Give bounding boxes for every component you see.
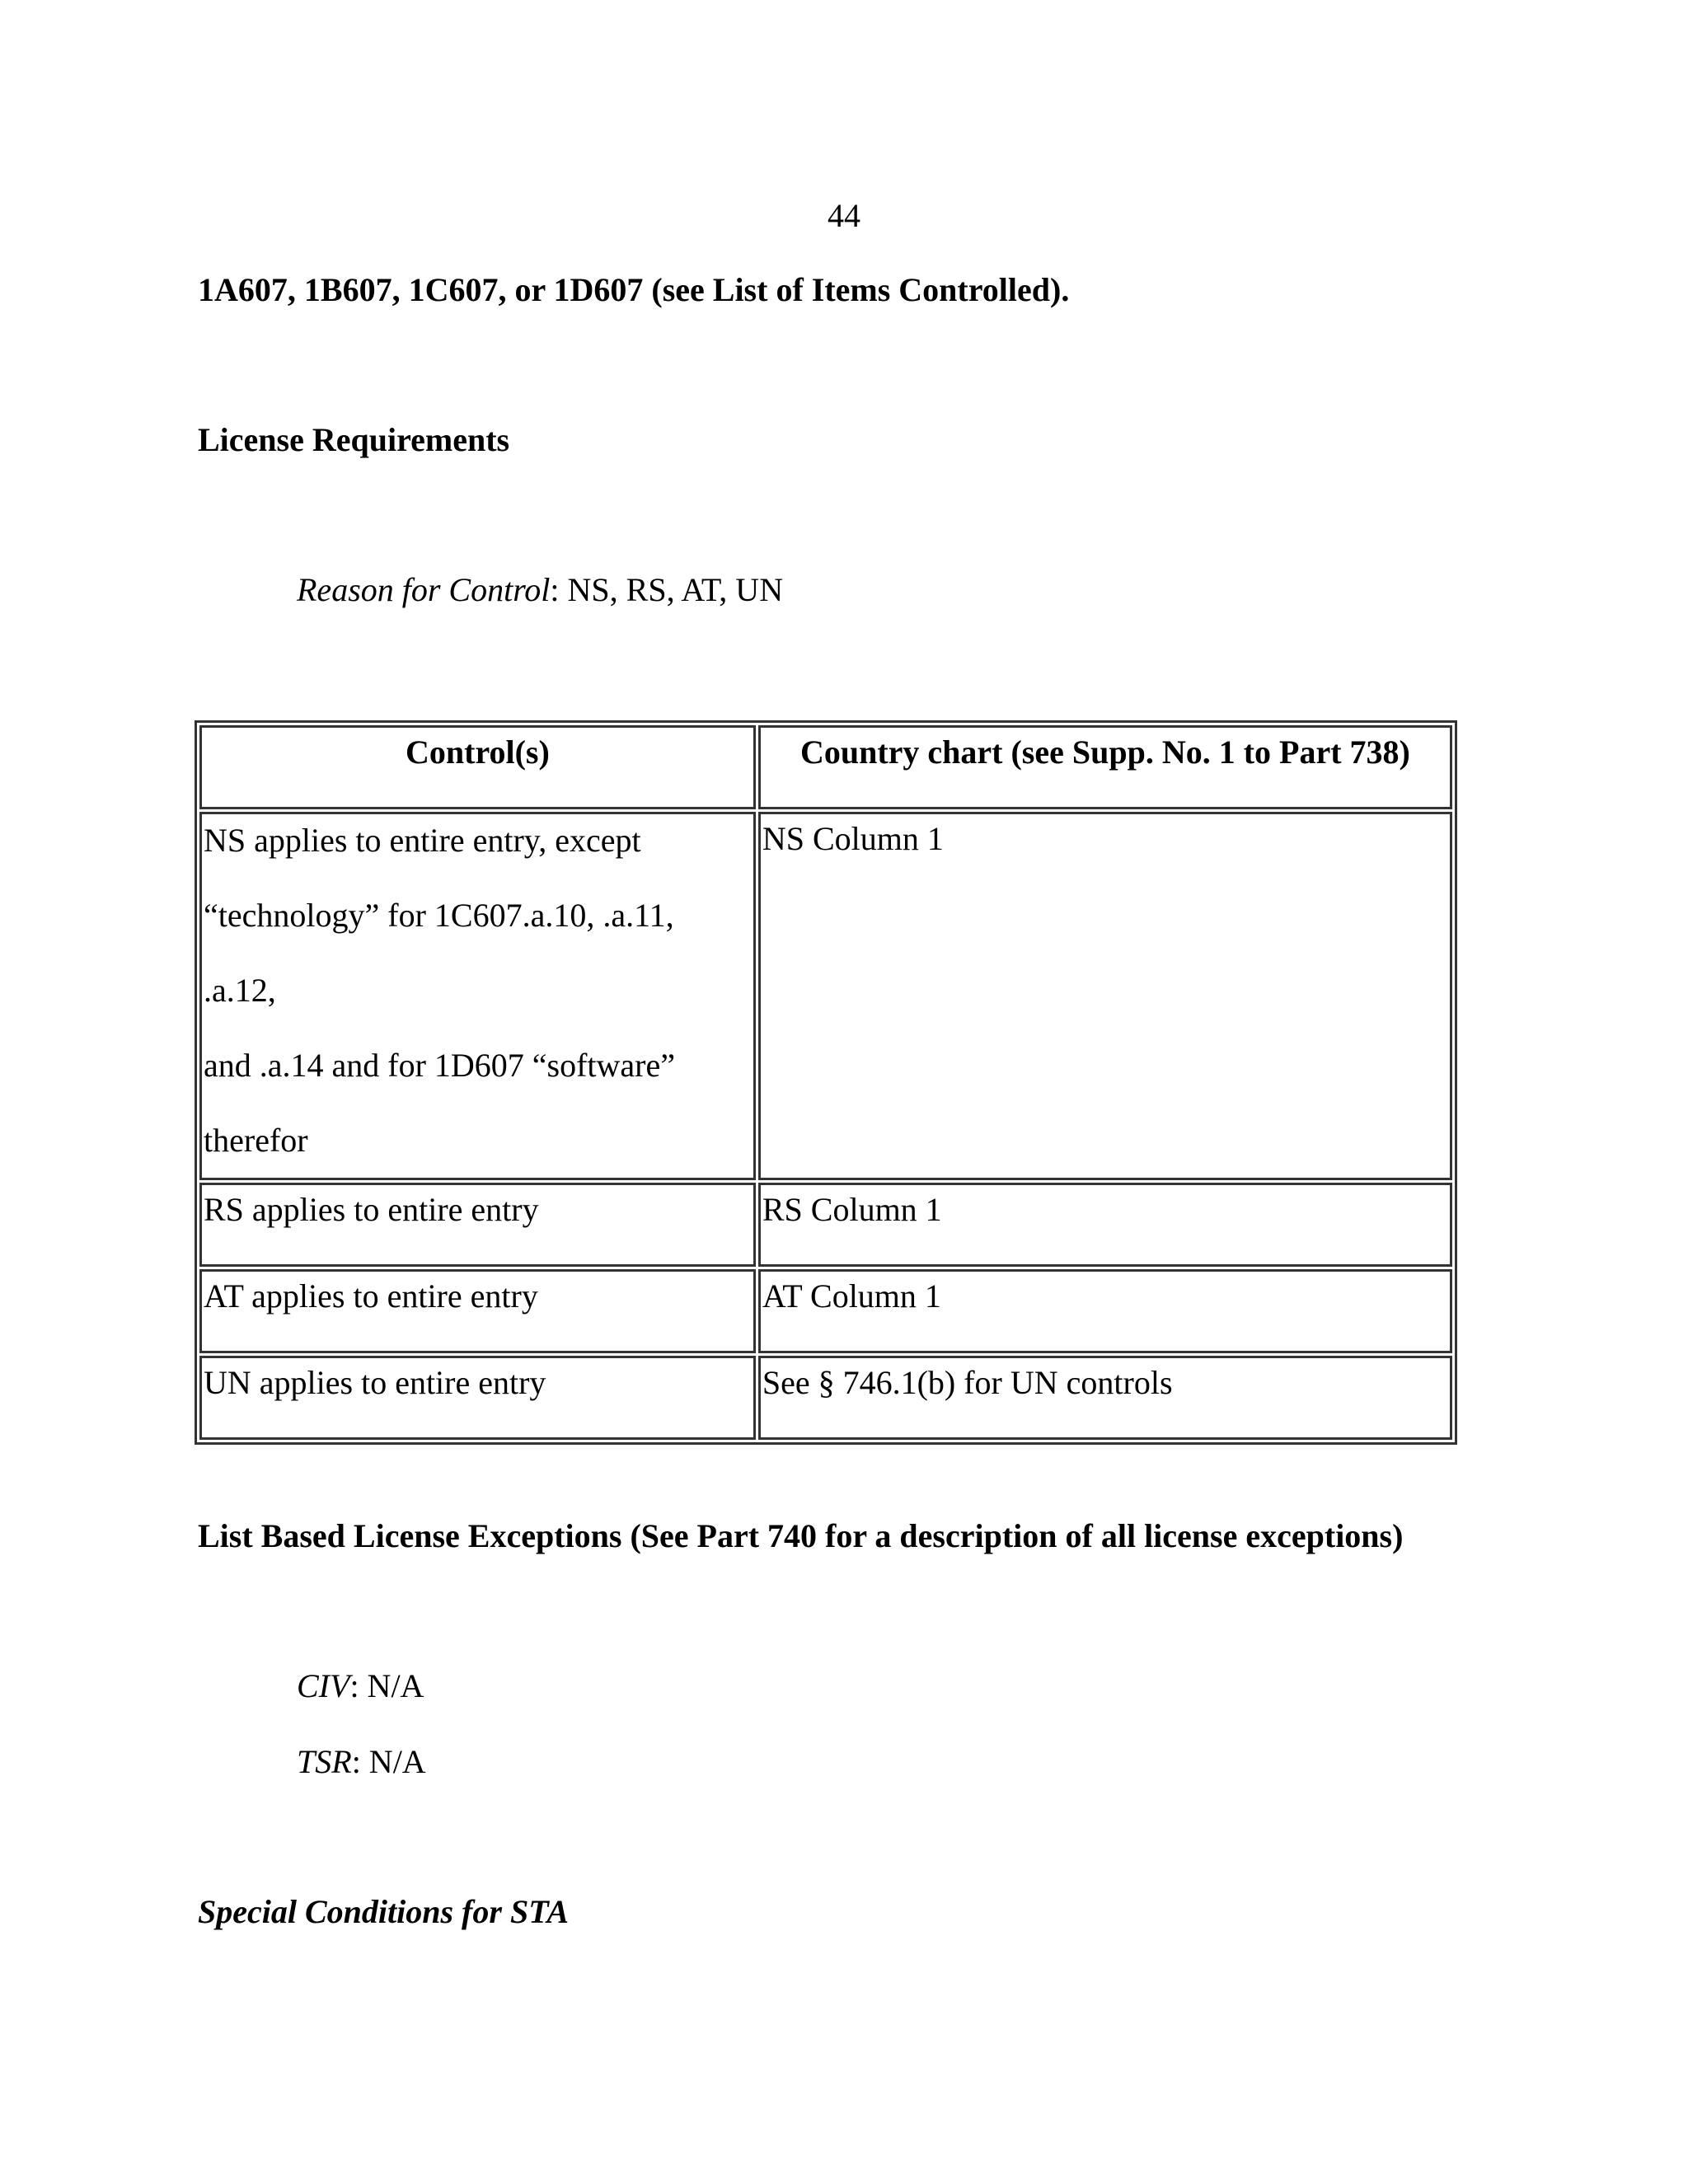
civ-label: CIV	[297, 1667, 350, 1704]
table-header-controls: Control(s)	[199, 725, 756, 809]
reason-for-control	[297, 570, 783, 610]
table-row	[199, 1269, 1452, 1353]
ns-control-line: therefor	[204, 1122, 308, 1159]
tsr-label: TSR	[297, 1743, 352, 1780]
table-cell-control: RS applies to entire entry	[199, 1183, 756, 1267]
civ-exception	[297, 1666, 424, 1706]
license-requirements-heading: License Requirements	[198, 421, 510, 458]
tsr-exception	[297, 1742, 426, 1782]
table-cell-country-chart: See § 746.1(b) for UN controls	[758, 1356, 1452, 1440]
table-cell-country-chart: RS Column 1	[758, 1183, 1452, 1267]
reason-for-control-label: Reason for Control	[297, 571, 551, 608]
list-based-exceptions-heading: List Based License Exceptions (See Part 740 for a description of all license exceptions)	[198, 1517, 1404, 1554]
tsr-value: : N/A	[351, 1743, 426, 1780]
table-header-country-chart: Country chart (see Supp. No. 1 to Part 738)	[758, 725, 1452, 809]
table-cell-control: UN applies to entire entry	[199, 1356, 756, 1440]
table-row	[199, 1183, 1452, 1267]
ns-control-text	[204, 803, 752, 1178]
entry-heading: 1A607, 1B607, 1C607, or 1D607 (see List of Items Controlled).	[198, 271, 1070, 308]
table-cell-control: AT applies to entire entry	[199, 1269, 756, 1353]
page-number: 44	[828, 197, 860, 234]
table-cell-country-chart: NS Column 1	[758, 812, 1452, 1180]
ns-control-line: “technology” for 1C607.a.10, .a.11, .a.12,	[204, 897, 674, 1009]
table-cell-country-chart: AT Column 1	[758, 1269, 1452, 1353]
special-conditions-heading: Special Conditions for STA	[198, 1893, 570, 1930]
controls-table	[195, 720, 1457, 1445]
ns-control-line: NS applies to entire entry, except	[204, 822, 641, 859]
table-header-row	[199, 725, 1452, 809]
table-row	[199, 812, 1452, 1180]
reason-for-control-value: : NS, RS, AT, UN	[550, 571, 784, 608]
table-cell-control	[199, 812, 756, 1180]
civ-value: : N/A	[349, 1667, 424, 1704]
table-row	[199, 1356, 1452, 1440]
ns-control-line: and .a.14 and for 1D607 “software”	[204, 1047, 676, 1084]
